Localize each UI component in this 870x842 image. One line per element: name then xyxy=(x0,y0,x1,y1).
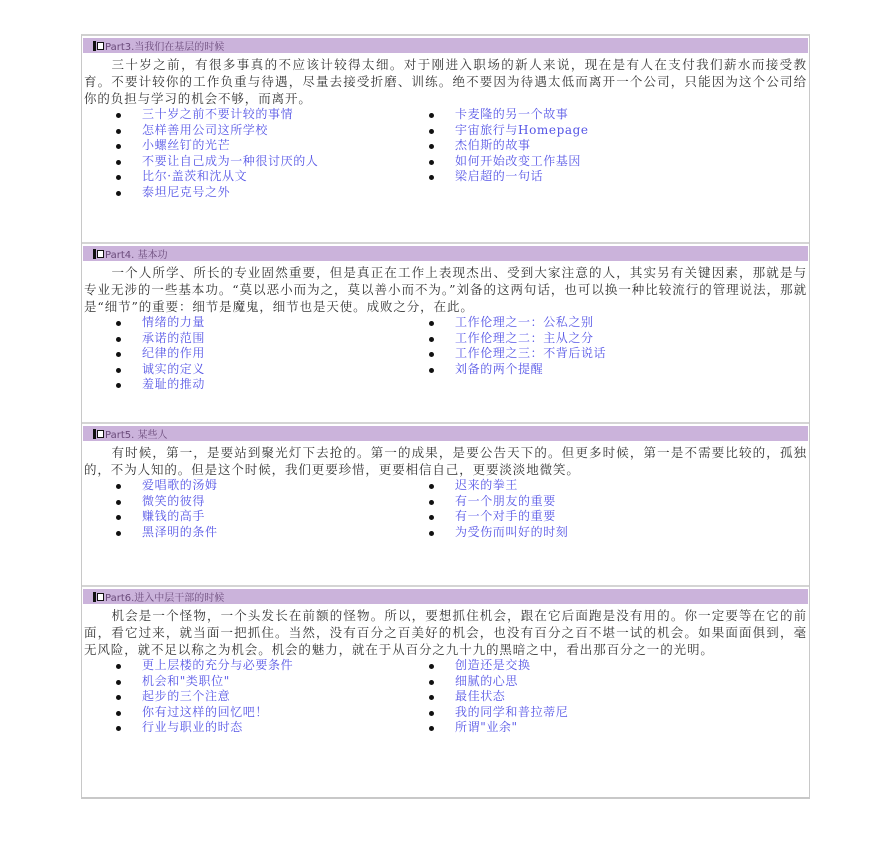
article-link[interactable]: 梁启超的一句话 xyxy=(425,169,738,185)
article-link[interactable]: 三十岁之前不要计较的事情 xyxy=(112,107,425,123)
article-link[interactable]: 工作伦理之二：主从之分 xyxy=(425,331,738,347)
article-link[interactable]: 纪律的作用 xyxy=(112,346,425,362)
article-link[interactable]: 泰坦尼克号之外 xyxy=(112,185,425,201)
section-header xyxy=(83,589,808,604)
article-link[interactable]: 如何开始改变工作基因 xyxy=(425,154,738,170)
article-link[interactable]: 细腻的心思 xyxy=(425,674,738,690)
article-link[interactable]: 创造还是交换 xyxy=(425,658,738,674)
section-icon xyxy=(93,41,104,51)
article-link[interactable]: 黑泽明的条件 xyxy=(112,525,425,541)
section-title: Part5. 某些人 xyxy=(105,430,168,441)
section-intro: 有时候，第一，是要站到聚光灯下去抢的。第一的成果，是要公告天下的。但更多时候，第一是不需要比较的，孤独的，不为人知的。但是这个时候，我们更要珍惜，更要相信自己，更要淡淡地微笑。 xyxy=(84,445,807,477)
link-list-right xyxy=(425,478,738,540)
article-link[interactable]: 不要让自己成为一种很讨厌的人 xyxy=(112,154,425,170)
article-link[interactable]: 为受伤而叫好的时刻 xyxy=(425,525,738,541)
link-list-left xyxy=(82,107,425,201)
article-link[interactable]: 情绪的力量 xyxy=(112,315,425,331)
article-link[interactable]: 微笑的彼得 xyxy=(112,494,425,510)
section xyxy=(82,244,809,424)
article-link[interactable]: 卡麦隆的另一个故事 xyxy=(425,107,738,123)
link-list-right xyxy=(425,315,738,393)
section-icon xyxy=(93,592,104,602)
article-link[interactable]: 机会和"类职位" xyxy=(112,674,425,690)
link-list-left xyxy=(82,315,425,393)
article-link[interactable]: 所谓"业余" xyxy=(425,720,738,736)
article-link[interactable]: 小螺丝钉的光芒 xyxy=(112,138,425,154)
article-link[interactable]: 杰伯斯的故事 xyxy=(425,138,738,154)
article-link[interactable]: 有一个对手的重要 xyxy=(425,509,738,525)
article-link[interactable]: 宇宙旅行与Homepage xyxy=(425,123,738,139)
article-link[interactable]: 工作伦理之三：不背后说话 xyxy=(425,346,738,362)
section xyxy=(82,424,809,587)
section-title: Part6.进入中层干部的时候 xyxy=(105,593,225,604)
article-link[interactable]: 最佳状态 xyxy=(425,689,738,705)
section xyxy=(82,587,809,798)
article-link[interactable]: 起步的三个注意 xyxy=(112,689,425,705)
article-link[interactable]: 刘备的两个提醒 xyxy=(425,362,738,378)
section-intro: 三十岁之前，有很多事真的不应该计较得太细。对于刚进入职场的新人来说，现在是有人在支付我们薪水而接受教育。不要计较你的工作负重与待遇，尽量去接受折磨、训练。绝不要因为待遇太低而离开一个公司，只能因为这个公司给你的负担与学习的机会不够，而离开。 xyxy=(84,57,807,106)
section-icon xyxy=(93,249,104,259)
section-title: Part3.当我们在基层的时候 xyxy=(105,42,225,53)
section-icon xyxy=(93,429,104,439)
section-header xyxy=(83,246,808,261)
section-header xyxy=(83,38,808,53)
section-header xyxy=(83,426,808,441)
article-link[interactable]: 怎样善用公司这所学校 xyxy=(112,123,425,139)
section-title: Part4. 基本功 xyxy=(105,250,168,261)
article-link[interactable]: 工作伦理之一：公私之别 xyxy=(425,315,738,331)
article-link[interactable]: 有一个朋友的重要 xyxy=(425,494,738,510)
link-list-left xyxy=(82,478,425,540)
link-list-right xyxy=(425,658,738,736)
section-intro: 机会是一个怪物，一个头发长在前额的怪物。所以，要想抓住机会，跟在它后面跑是没有用的。你一定要等在它的前面，看它过来，就当面一把抓住。当然，没有百分之百美好的机会，也没有百分之百不堪一试的机会。如果面面俱到，毫无风险，就不足以称之为机会。机会的魅力，就在于从百分之九十九的黑暗之中，看出那百分之一的光明。 xyxy=(84,608,807,657)
article-link[interactable]: 更上层楼的充分与必要条件 xyxy=(112,658,425,674)
section xyxy=(82,36,809,244)
article-link[interactable]: 迟来的拳王 xyxy=(425,478,738,494)
article-link[interactable]: 承诺的范围 xyxy=(112,331,425,347)
document xyxy=(81,34,810,799)
article-link[interactable]: 我的同学和普拉蒂尼 xyxy=(425,705,738,721)
article-link[interactable]: 行业与职业的时态 xyxy=(112,720,425,736)
article-link[interactable]: 比尔·盖茨和沈从文 xyxy=(112,169,425,185)
article-link[interactable]: 爱唱歌的汤姆 xyxy=(112,478,425,494)
article-link[interactable]: 你有过这样的回忆吧！ xyxy=(112,705,425,721)
article-link[interactable]: 诚实的定义 xyxy=(112,362,425,378)
section-intro: 一个人所学、所长的专业固然重要，但是真正在工作上表现杰出、受到大家注意的人，其实另有关键因素，那就是与专业无涉的一些基本功。“莫以恶小而为之，莫以善小而不为。”刘备的这两句话，也可以换一种比较流行的管理说法，那就是“细节”的重要：细节是魔鬼，细节也是天使。成败之分，在此。 xyxy=(84,265,807,314)
link-list-left xyxy=(82,658,425,736)
article-link[interactable]: 赚钱的高手 xyxy=(112,509,425,525)
link-list-right xyxy=(425,107,738,201)
article-link[interactable]: 羞耻的推动 xyxy=(112,377,425,393)
